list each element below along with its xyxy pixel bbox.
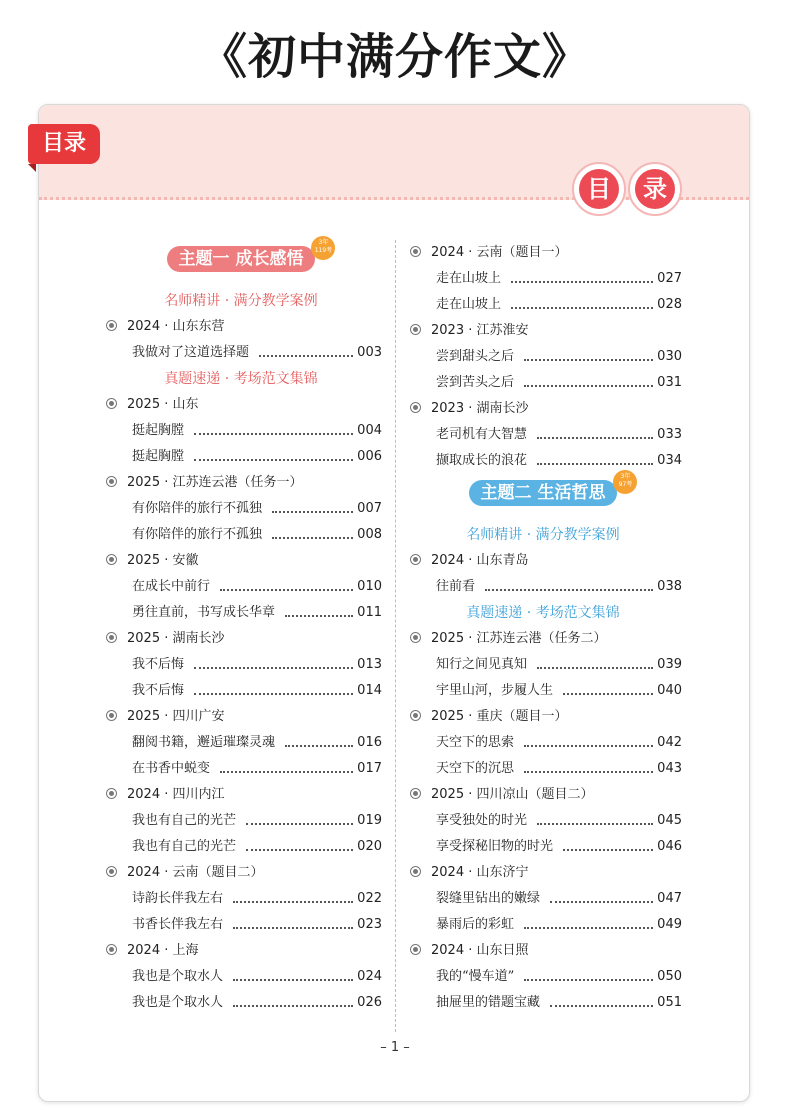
toc-entry[interactable]	[100, 522, 382, 548]
theme-label: 主题二 生活哲思	[480, 483, 606, 503]
badge-bubble	[572, 162, 626, 216]
exam-source-heading	[404, 626, 682, 652]
entry-page: 028	[657, 297, 682, 312]
dot-leader	[233, 1005, 353, 1007]
entry-title: 在成长中前行	[132, 579, 211, 594]
dot-leader	[524, 745, 653, 747]
toc-entry[interactable]	[100, 652, 382, 678]
exam-source-heading	[100, 392, 382, 418]
toc-tag: 目录	[28, 124, 100, 164]
exam-source-heading	[100, 938, 382, 964]
dot-leader	[194, 433, 353, 435]
toc-entry[interactable]	[100, 756, 382, 782]
exam-source-label: 2025 · 山东	[127, 397, 199, 412]
entry-page: 019	[357, 813, 382, 828]
sticker-count: 97考	[618, 481, 633, 488]
toc-entry[interactable]	[404, 730, 682, 756]
dot-leader	[259, 355, 353, 357]
toc-entry[interactable]	[100, 496, 382, 522]
entry-page: 027	[657, 271, 682, 286]
dot-leader	[524, 927, 653, 929]
exam-source-label: 2024 · 山东日照	[431, 943, 529, 958]
bullet-circle-icon	[410, 324, 421, 335]
dot-leader	[550, 901, 653, 903]
toc-entry[interactable]	[404, 292, 682, 318]
toc-entry[interactable]	[100, 834, 382, 860]
exam-source-heading	[100, 704, 382, 730]
exam-source-label: 2024 · 云南（题目一）	[431, 245, 568, 260]
entry-title: 在书香中蜕变	[132, 761, 211, 776]
toc-entry[interactable]	[404, 886, 682, 912]
entry-title: 抽屉里的错题宝藏	[436, 995, 541, 1010]
exam-source-heading	[404, 938, 682, 964]
entry-page: 050	[657, 969, 682, 984]
entry-title: 裂缝里钻出的嫩绿	[436, 891, 541, 906]
toc-entry[interactable]	[100, 808, 382, 834]
entry-title: 勇往直前，书写成长华章	[132, 605, 276, 620]
dot-leader	[537, 463, 653, 465]
entry-title: 我也是个取水人	[132, 995, 224, 1010]
entry-title: 挺起胸膛	[132, 449, 185, 464]
toc-entry[interactable]	[100, 886, 382, 912]
exam-source-heading	[404, 860, 682, 886]
section-subtitle: 真题速递 · 考场范文集锦	[164, 371, 318, 387]
dot-leader	[537, 667, 653, 669]
bullet-circle-icon	[410, 402, 421, 413]
dot-leader	[537, 437, 653, 439]
dot-leader	[563, 693, 653, 695]
entry-page: 033	[657, 427, 682, 442]
entry-page: 020	[357, 839, 382, 854]
dot-leader	[524, 385, 653, 387]
exam-source-label: 2024 · 山东东营	[127, 319, 225, 334]
entry-title: 老司机有大智慧	[436, 427, 528, 442]
dot-leader	[524, 979, 653, 981]
bullet-circle-icon	[106, 476, 117, 487]
entry-page: 014	[357, 683, 382, 698]
exam-source-label: 2025 · 安徽	[127, 553, 199, 568]
entry-title: 尝到甜头之后	[436, 349, 515, 364]
toc-entry[interactable]	[100, 730, 382, 756]
entry-title: 我做对了这道选择题	[132, 345, 250, 360]
entry-title: 往前看	[436, 579, 476, 594]
entry-title: 诗韵长伴我左右	[132, 891, 224, 906]
toc-entry[interactable]	[100, 340, 382, 366]
dot-leader	[272, 537, 353, 539]
bullet-circle-icon	[106, 944, 117, 955]
toc-entry[interactable]	[404, 448, 682, 474]
entry-page: 039	[657, 657, 682, 672]
bullet-circle-icon	[106, 554, 117, 565]
exam-source-heading	[404, 782, 682, 808]
entry-page: 045	[657, 813, 682, 828]
toc-entry[interactable]	[100, 912, 382, 938]
exam-source-heading	[100, 314, 382, 340]
bullet-circle-icon	[106, 398, 117, 409]
toc-entry[interactable]	[100, 678, 382, 704]
section-subtitle: 名师精讲 · 满分教学案例	[466, 527, 620, 543]
bullet-circle-icon	[410, 632, 421, 643]
toc-entry[interactable]	[100, 990, 382, 1016]
entry-title: 天空下的沉思	[436, 761, 515, 776]
toc-entry[interactable]	[404, 266, 682, 292]
toc-entry[interactable]	[404, 344, 682, 370]
badge-bubble	[628, 162, 682, 216]
exam-source-heading	[100, 782, 382, 808]
entry-title: 天空下的思索	[436, 735, 515, 750]
toc-entry[interactable]	[404, 756, 682, 782]
dot-leader	[233, 927, 353, 929]
exam-source-label: 2024 · 山东济宁	[431, 865, 529, 880]
sticker-count: 119考	[314, 247, 333, 254]
dot-leader	[220, 771, 353, 773]
entry-page: 013	[357, 657, 382, 672]
dot-leader	[485, 589, 653, 591]
badge-char: 目	[579, 169, 619, 209]
entry-title: 我也是个取水人	[132, 969, 224, 984]
theme-pill	[167, 239, 333, 272]
entry-page: 031	[657, 375, 682, 390]
entry-title: 我也有自己的光芒	[132, 813, 237, 828]
toc-entry[interactable]	[100, 418, 382, 444]
entry-title: 有你陪伴的旅行不孤独	[132, 501, 263, 516]
entry-title: 知行之间见真知	[436, 657, 528, 672]
theme-label: 主题一 成长感悟	[178, 249, 304, 269]
entry-page: 006	[357, 449, 382, 464]
entry-page: 024	[357, 969, 382, 984]
dot-leader	[537, 823, 653, 825]
dot-leader	[194, 459, 353, 461]
column-divider	[395, 240, 396, 1032]
bullet-circle-icon	[106, 788, 117, 799]
toc-left-column	[100, 240, 382, 1016]
dot-leader	[550, 1005, 653, 1007]
dot-leader	[233, 901, 353, 903]
exam-source-heading	[404, 704, 682, 730]
entry-page: 007	[357, 501, 382, 516]
badge-char: 录	[635, 169, 675, 209]
bullet-circle-icon	[410, 710, 421, 721]
entry-page: 022	[357, 891, 382, 906]
dot-leader	[246, 823, 353, 825]
entry-page: 008	[357, 527, 382, 542]
bullet-circle-icon	[410, 944, 421, 955]
entry-page: 003	[357, 345, 382, 360]
toc-right-column	[404, 240, 682, 1016]
exam-source-label: 2024 · 上海	[127, 943, 199, 958]
entry-page: 046	[657, 839, 682, 854]
entry-title: 我不后悔	[132, 657, 185, 672]
dot-leader	[233, 979, 353, 981]
entry-title: 我的“慢车道”	[436, 969, 515, 984]
entry-title: 走在山坡上	[436, 271, 502, 286]
dot-leader	[272, 511, 353, 513]
dot-leader	[511, 307, 653, 309]
entry-page: 040	[657, 683, 682, 698]
exam-source-heading	[100, 860, 382, 886]
entry-page: 023	[357, 917, 382, 932]
entry-title: 享受探秘旧物的时光	[436, 839, 554, 854]
bullet-circle-icon	[410, 866, 421, 877]
dot-leader	[285, 615, 353, 617]
dot-leader	[220, 589, 353, 591]
exam-source-label: 2023 · 江苏淮安	[431, 323, 529, 338]
book-title: 《初中满分作文》	[198, 29, 591, 85]
bullet-circle-icon	[106, 710, 117, 721]
dot-leader	[246, 849, 353, 851]
entry-page: 011	[357, 605, 382, 620]
dot-leader	[194, 667, 353, 669]
entry-page: 010	[357, 579, 382, 594]
bullet-circle-icon	[106, 320, 117, 331]
entry-page: 043	[657, 761, 682, 776]
toc-entry[interactable]	[404, 574, 682, 600]
exam-source-label: 2024 · 山东青岛	[431, 553, 529, 568]
bullet-circle-icon	[106, 866, 117, 877]
entry-page: 016	[357, 735, 382, 750]
exam-source-label: 2023 · 湖南长沙	[431, 401, 529, 416]
toc-entry[interactable]	[100, 600, 382, 626]
entry-page: 042	[657, 735, 682, 750]
exam-source-heading	[100, 548, 382, 574]
entry-page: 051	[657, 995, 682, 1010]
dot-leader	[511, 281, 653, 283]
entry-title: 暴雨后的彩虹	[436, 917, 515, 932]
toc-entry[interactable]	[404, 370, 682, 396]
dot-leader	[563, 849, 653, 851]
toc-entry[interactable]	[100, 444, 382, 470]
theme-heading	[404, 474, 682, 510]
entry-title: 享受独处的时光	[436, 813, 528, 828]
toc-entry[interactable]	[404, 990, 682, 1016]
dot-leader	[524, 771, 653, 773]
entry-page: 038	[657, 579, 682, 594]
entry-title: 我也有自己的光芒	[132, 839, 237, 854]
exam-source-label: 2025 · 四川凉山（题目二）	[431, 787, 594, 802]
exam-source-heading	[404, 240, 682, 266]
entry-title: 书香长伴我左右	[132, 917, 224, 932]
exam-source-heading	[100, 626, 382, 652]
theme-pill	[469, 473, 633, 506]
toc-entry[interactable]	[404, 678, 682, 704]
entry-title: 尝到苦头之后	[436, 375, 515, 390]
entry-page: 030	[657, 349, 682, 364]
exam-source-label: 2025 · 重庆（题目一）	[431, 709, 568, 724]
exam-count-sticker	[311, 236, 335, 260]
toc-entry[interactable]	[404, 834, 682, 860]
sticker-years: 3年	[318, 239, 329, 246]
exam-source-label: 2025 · 湖南长沙	[127, 631, 225, 646]
entry-page: 034	[657, 453, 682, 468]
toc-badge	[572, 162, 682, 214]
exam-source-label: 2025 · 四川广安	[127, 709, 225, 724]
entry-title: 撷取成长的浪花	[436, 453, 528, 468]
exam-source-heading	[404, 318, 682, 344]
entry-title: 挺起胸膛	[132, 423, 185, 438]
toc-entry[interactable]	[404, 808, 682, 834]
entry-title: 有你陪伴的旅行不孤独	[132, 527, 263, 542]
section-subtitle: 名师精讲 · 满分教学案例	[164, 293, 318, 309]
entry-page: 026	[357, 995, 382, 1010]
theme-heading	[100, 240, 382, 276]
entry-page: 017	[357, 761, 382, 776]
toc-entry[interactable]	[404, 964, 682, 990]
entry-title: 走在山坡上	[436, 297, 502, 312]
entry-title: 宇里山河，步履人生	[436, 683, 554, 698]
exam-count-sticker	[613, 470, 637, 494]
bullet-circle-icon	[410, 788, 421, 799]
toc-entry[interactable]	[404, 422, 682, 448]
toc-entry[interactable]	[100, 964, 382, 990]
section-subtitle: 真题速递 · 考场范文集锦	[466, 605, 620, 621]
exam-source-label: 2024 · 云南（题目二）	[127, 865, 264, 880]
entry-title: 我不后悔	[132, 683, 185, 698]
exam-source-label: 2024 · 四川内江	[127, 787, 225, 802]
entry-page: 047	[657, 891, 682, 906]
dot-leader	[285, 745, 353, 747]
sticker-years: 3年	[620, 473, 631, 480]
bullet-circle-icon	[106, 632, 117, 643]
bullet-circle-icon	[410, 554, 421, 565]
toc-entry[interactable]	[404, 912, 682, 938]
exam-source-label: 2025 · 江苏连云港（任务二）	[431, 631, 607, 646]
exam-source-heading	[404, 396, 682, 422]
dot-leader	[194, 693, 353, 695]
toc-entry[interactable]	[404, 652, 682, 678]
exam-source-heading	[100, 470, 382, 496]
toc-entry[interactable]	[100, 574, 382, 600]
entry-page: 004	[357, 423, 382, 438]
exam-source-label: 2025 · 江苏连云港（任务一）	[127, 475, 303, 490]
bullet-circle-icon	[410, 246, 421, 257]
page-number: – 1 –	[380, 1040, 410, 1055]
dot-leader	[524, 359, 653, 361]
exam-source-heading	[404, 548, 682, 574]
entry-title: 翻阅书籍，邂逅璀璨灵魂	[132, 735, 276, 750]
entry-page: 049	[657, 917, 682, 932]
